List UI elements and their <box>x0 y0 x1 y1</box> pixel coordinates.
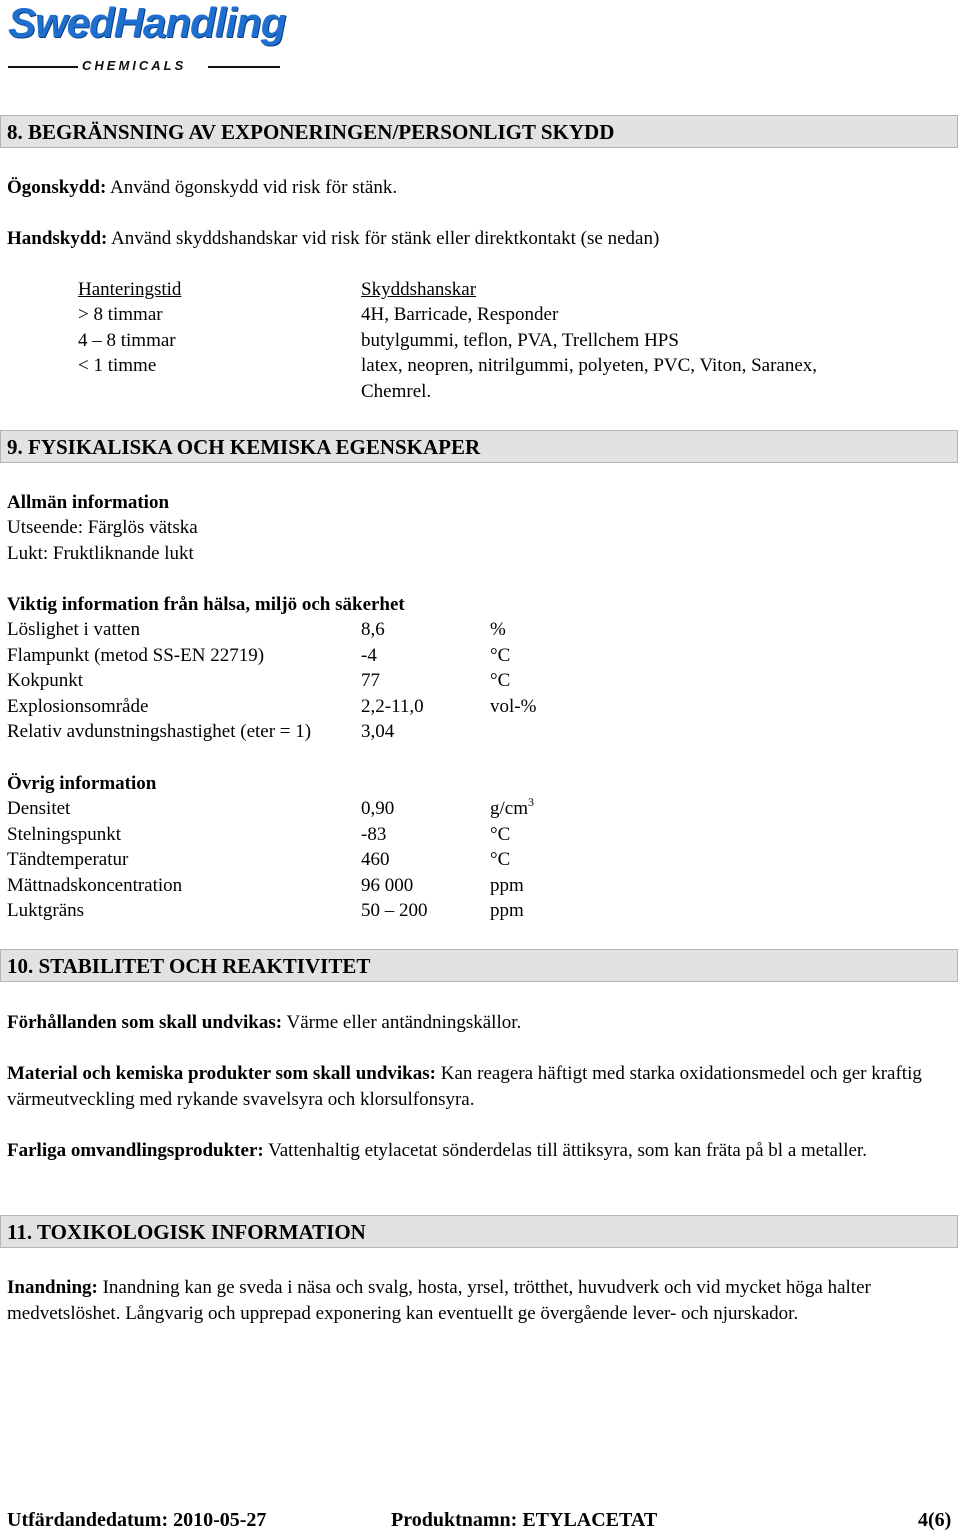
hand-protection <box>7 226 659 252</box>
property-unit: °C <box>490 670 511 691</box>
logo-rule-left <box>8 66 78 68</box>
property-unit: ppm <box>490 875 524 896</box>
property-unit: °C <box>490 645 511 666</box>
important-info-title: Viktig information från hälsa, miljö och säkerhet <box>7 594 405 615</box>
property-name: Luktgräns <box>7 900 85 921</box>
property-name: Mättnadskoncentration <box>7 875 183 896</box>
materials-label: Material och kemiska produkter som skall undvikas: <box>7 1063 436 1084</box>
glove-row-material: butylgummi, teflon, PVA, Trellchem HPS <box>361 330 679 351</box>
property-unit <box>490 796 534 822</box>
logo-subline <box>8 58 280 74</box>
footer-product-name: Produktnamn: ETYLACETAT <box>391 1509 658 1531</box>
glove-header-time: Hanteringstid <box>78 279 182 300</box>
density-unit: g/cm <box>490 798 528 819</box>
hand-protection-label: Handskydd: <box>7 228 108 249</box>
logo-rule-right <box>208 66 280 68</box>
section-8-heading: 8. BEGRÄNSNING AV EXPONERINGEN/PERSONLIGT SKYDD <box>0 115 958 148</box>
company-logo <box>8 0 286 74</box>
inhalation-text: Inandning kan ge sveda i näsa och svalg, hosta, yrsel, trötthet, huvudverk och vid mycket höga halter medvetslöshet. Långvarig och upprepad exponering kan eventuellt ge övergående lever- och njurskador. <box>7 1277 871 1324</box>
conditions-text: Värme eller antändningskällor. <box>282 1012 522 1033</box>
conditions-label: Förhållanden som skall undvikas: <box>7 1012 283 1033</box>
property-name: Flampunkt (metod SS-EN 22719) <box>7 645 265 666</box>
conditions-to-avoid <box>7 1010 942 1036</box>
glove-row-material: 4H, Barricade, Responder <box>361 304 559 325</box>
property-name: Explosionsområde <box>7 696 149 717</box>
property-value: 77 <box>361 670 380 691</box>
odour-text: Lukt: Fruktliknande lukt <box>7 543 194 564</box>
glove-row-material: latex, neopren, nitrilgummi, polyeten, PVC, Viton, Saranex, <box>361 355 818 376</box>
property-value: 8,6 <box>361 619 385 640</box>
glove-header-gloves: Skyddshanskar <box>361 279 477 300</box>
glove-row-time: 4 – 8 timmar <box>78 330 176 351</box>
glove-row-time: > 8 timmar <box>78 304 163 325</box>
section-10-heading: 10. STABILITET OCH REAKTIVITET <box>0 949 958 982</box>
property-value: 2,2-11,0 <box>361 696 424 717</box>
general-info-title: Allmän information <box>7 492 170 513</box>
property-name: Densitet <box>7 798 71 819</box>
property-unit: vol-% <box>490 696 537 717</box>
eye-protection-text: Använd ögonskydd vid risk för stänk. <box>106 177 398 198</box>
footer-issue-date: Utfärdandedatum: 2010-05-27 <box>7 1509 267 1531</box>
eye-protection <box>7 175 397 201</box>
property-value: 96 000 <box>361 875 414 896</box>
property-unit: °C <box>490 849 511 870</box>
inhalation-label: Inandning: <box>7 1277 98 1298</box>
property-name: Tändtemperatur <box>7 849 129 870</box>
density-unit-exponent: 3 <box>528 795 534 809</box>
footer-page-number: 4(6) <box>918 1509 952 1531</box>
property-value: 3,04 <box>361 721 395 742</box>
property-name: Löslighet i vatten <box>7 619 140 640</box>
materials-to-avoid <box>7 1061 942 1112</box>
property-value: 50 – 200 <box>361 900 428 921</box>
property-unit: % <box>490 619 506 640</box>
decomposition-text: Vattenhaltig etylacetat sönderdelas till ättiksyra, som kan fräta på bl a metaller. <box>263 1140 867 1161</box>
glove-row-material-cont: Chemrel. <box>361 381 432 402</box>
property-name: Stelningspunkt <box>7 824 122 845</box>
property-unit: °C <box>490 824 511 845</box>
logo-wordmark: SwedHandling <box>8 0 286 46</box>
property-name: Relativ avdunstningshastighet (eter = 1) <box>7 721 312 742</box>
other-info-title: Övrig information <box>7 773 157 794</box>
property-value: 0,90 <box>361 798 395 819</box>
property-value: 460 <box>361 849 390 870</box>
logo-subtitle: CHEMICALS <box>82 58 187 73</box>
property-name: Kokpunkt <box>7 670 83 691</box>
section-9-heading: 9. FYSIKALISKA OCH KEMISKA EGENSKAPER <box>0 430 958 463</box>
section-11-heading: 11. TOXIKOLOGISK INFORMATION <box>0 1215 958 1248</box>
property-value: -4 <box>361 645 377 666</box>
decomposition-label: Farliga omvandlingsprodukter: <box>7 1140 264 1161</box>
eye-protection-label: Ögonskydd: <box>7 177 107 198</box>
inhalation-info <box>7 1275 942 1326</box>
property-unit: ppm <box>490 900 524 921</box>
materials-text: Kan reagera häftigt med starka oxidationsmedel och ger kraftig värmeutveckling med rykande svavelsyra och klorsulfonsyra. <box>7 1063 922 1110</box>
hazardous-decomposition <box>7 1138 942 1164</box>
glove-row-time: < 1 timme <box>78 355 157 376</box>
hand-protection-text: Använd skyddshandskar vid risk för stänk eller direktkontakt (se nedan) <box>107 228 660 249</box>
property-value: -83 <box>361 824 387 845</box>
appearance-text: Utseende: Färglös vätska <box>7 517 198 538</box>
